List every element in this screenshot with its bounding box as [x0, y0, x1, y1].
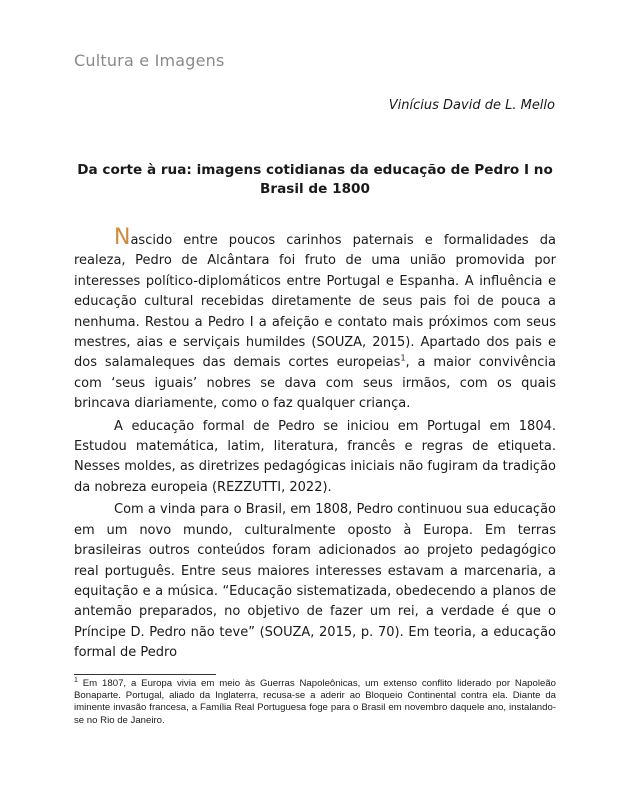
- running-header: Cultura e Imagens: [74, 51, 225, 70]
- article-title-line-2: Brasil de 1800: [260, 181, 370, 197]
- article-body: [74, 225, 556, 666]
- footnote-reference[interactable]: 1: [400, 354, 406, 364]
- paragraph-3: Com a vinda para o Brasil, em 1808, Pedro continuou sua educação em um novo mundo, culturalmente oposto à Europa. Em terras brasileiras outros conteúdos foram adicionados ao projeto pedagógico real português. Entre seus maiores interesses estavam a marcenaria, a equitação e a música. “Educação sistematizada, obedecendo a planos de antemão preparados, no objetivo de fazer um rei, a verdade é que o Príncipe D. Pedro não teve” (SOUZA, 2015, p. 70). Em teoria, a educação formal de Pedro: [74, 502, 556, 661]
- footnote-marker: 1: [74, 676, 78, 684]
- footnote-divider: [74, 674, 216, 675]
- paragraph-1-text-a: Pedro de Alcântara foi fruto de uma união promovida por interesses político-diplomáticos entre Portugal e Espanha. A influência e educação cultural recebidas diretamente de seus pais foi de pouca a nenhuma. Restou a Pedro I a afeição e contato mais próximos com seus mestres, aias e serviçais humildes (SOUZA, 2015). Apartado dos pais e dos salamaleques das demais cortes europeias: [74, 253, 556, 371]
- paragraph-1-text-b: , a maior convivência com ‘seus iguais’ nobres se dava com seus irmãos, com os quais brincava diariamente, como o faz qualquer criança.: [74, 355, 556, 412]
- footnote-text: Em 1807, a Europa vivia em meio às Guerras Napoleônicas, um extenso conflito liderado por Napoleão Bonaparte. Portugal, aliado da Inglaterra, recusa-se a aderir ao Bloqueio Continental contra ela. Diante da iminente invasão francesa, a Família Real Portuguesa foge para o Brasil em novembro daquele ano, instalando-se no Rio de Janeiro.: [74, 678, 556, 726]
- paragraph-2: A educação formal de Pedro se iniciou em Portugal em 1804. Estudou matemática, latim, literatura, francês e regras de etiqueta. Nesses moldes, as diretrizes pedagógicas iniciais não fugiram da tradição da nobreza europeia (REZZUTTI, 2022).: [74, 418, 556, 495]
- article-title-line-1: Da corte à rua: imagens cotidianas da educação de Pedro I no: [77, 162, 553, 178]
- paragraph-1-first-line: ascido entre poucos carinhos paternais e formalidades da realeza,: [74, 233, 556, 269]
- footnote: [74, 678, 556, 727]
- author-name: Vinícius David de L. Mello: [388, 98, 555, 113]
- paragraph-1: [74, 225, 556, 415]
- drop-cap: N: [114, 225, 131, 250]
- article-title: [74, 161, 556, 199]
